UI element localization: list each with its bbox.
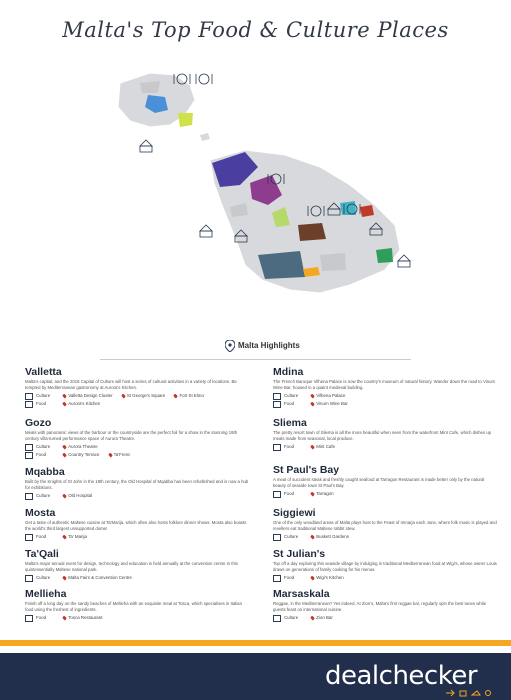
tag-place: Mint Cafe (316, 444, 336, 450)
tag-category: Food (284, 401, 295, 407)
white-stripe (0, 646, 511, 653)
pin-icon (62, 576, 67, 581)
tag-category: Food (36, 452, 47, 458)
tag-place: Aurora Theatre (68, 444, 98, 450)
culture-icon (140, 140, 152, 152)
entry-title: Gozo (25, 417, 52, 429)
tag-row (273, 614, 498, 622)
entry-description: Malta's capital, and the 2018 Capital of Culture will host a series of cultural activities in a variety of locations. Be tempted by Mediterranean gastronomy at Aurora's Kitchen. (25, 379, 237, 390)
entry-title: Ta'Qali (25, 548, 59, 560)
food-icon (25, 534, 33, 541)
entry-title: Mellieha (25, 588, 67, 600)
entry-mqabba (25, 466, 250, 500)
tag-row (273, 400, 498, 408)
food-icon (25, 401, 33, 408)
tag-place: Vilhena Palace (316, 393, 346, 399)
entry-description: The French Baroque Vilhena Palace is now the country's museum of natural history. Wander down the road to Vinum Wine Bar, housed in a quaint medieval building. (273, 379, 496, 390)
entry-description: Meals with panoramic views of the harbour or the countryside are the perfect foil for a show in the stunning 19th century villa-turned performance space of Aurora Theatre. (25, 430, 238, 441)
tag-category: Food (36, 534, 47, 540)
entry-title: Mosta (25, 507, 56, 519)
food-icon (273, 444, 281, 451)
pin-icon (62, 402, 67, 407)
tag-place: Wigi's Kitchen (316, 575, 344, 581)
tag-row (273, 490, 498, 498)
entry-description: Top off a day exploring this seaside village by indulging in traditional Mediterranean food at Wigi's, whose owner Louis draws on generations of family cooking for his menus. (273, 561, 497, 572)
entry-title: Siggiewi (273, 507, 316, 519)
entry-mdina (273, 366, 498, 408)
tag-row (25, 392, 250, 400)
pin-icon (62, 494, 67, 499)
entry-valletta (25, 366, 250, 408)
food-icon (25, 452, 33, 459)
culture-icon (25, 444, 33, 451)
tag-row (25, 451, 250, 459)
tag-place: Ta'Frenc (113, 452, 131, 458)
culture-icon (200, 225, 212, 237)
entry-marsaskala (273, 588, 498, 622)
tag-place: Zion Bar (316, 615, 333, 621)
tag-place: Fort St Elmo (179, 393, 204, 399)
culture-icon (273, 534, 281, 541)
entry-mellieha (25, 588, 250, 622)
highlights-header (0, 338, 511, 358)
pin-icon (310, 394, 315, 399)
tag-place: Valletta Design Cluster (68, 393, 113, 399)
entry-title: Mdina (273, 366, 304, 378)
tag-category: Culture (36, 444, 51, 450)
divider (100, 359, 411, 360)
pin-icon (310, 616, 315, 621)
brand-logo[interactable]: dealchecker (325, 661, 478, 691)
tag-row (25, 574, 250, 582)
food-icon (25, 615, 33, 622)
tag-row (273, 574, 498, 582)
entry-st-julians (273, 548, 498, 582)
entry-description: The pretty resort town of Sliema is all the more beautiful when seen from the waterfront Mint Cafe, which dishes up meals made from seasonal, local produce. (273, 430, 492, 441)
tag-row (25, 443, 250, 451)
pin-icon (62, 453, 67, 458)
tag-row (25, 400, 250, 408)
entry-title: Sliema (273, 417, 307, 429)
tag-category: Culture (284, 615, 299, 621)
culture-icon (25, 393, 33, 400)
pin-icon (62, 445, 67, 450)
culture-icon (273, 615, 281, 622)
food-icon (273, 491, 281, 498)
travel-icons (444, 689, 494, 697)
tag-row (273, 443, 498, 451)
tag-category: Food (36, 401, 47, 407)
culture-icon (398, 255, 410, 267)
entry-title: Mqabba (25, 466, 65, 478)
gozo-island (118, 73, 195, 127)
entry-description: Get a taste of authentic Maltese cuisine at Ta'Marija, which often also hosts folklore dinner shows. Mosta also boasts the world's third largest unsupported dome! (25, 520, 247, 531)
pin-icon (121, 394, 126, 399)
pin-icon (62, 394, 67, 399)
tag-category: Culture (36, 493, 51, 499)
pin-icon (310, 402, 315, 407)
pin-icon (62, 535, 67, 540)
tag-row (25, 533, 250, 541)
entry-title: St Julian's (273, 548, 326, 560)
tag-place: Tarragon (316, 491, 334, 497)
tag-category: Culture (284, 393, 299, 399)
tag-place: Ta' Marija (68, 534, 87, 540)
pin-icon (310, 445, 315, 450)
culture-icon (25, 575, 33, 582)
tag-row (273, 392, 498, 400)
page-title: Malta's Top Food & Culture Places (62, 18, 449, 42)
tag-place: Country Terrace (68, 452, 100, 458)
food-icon (273, 575, 281, 582)
entry-mosta (25, 507, 250, 541)
malta-map (0, 55, 511, 325)
entry-description: Finish off a long day on the sandy beaches of Mellieha with an exquisite meal at Tosca, which specialises in Italian food using the freshest of ingredients. (25, 601, 242, 612)
highlights-label: Malta Highlights (238, 341, 300, 350)
footer-banner (0, 653, 511, 700)
pin-icon (62, 616, 67, 621)
tag-category: Food (36, 615, 47, 621)
map-pin-icon (225, 340, 235, 352)
entry-description: A meal of succulent steak and freshly caught seafood at Tarragon Restaurant is made better only by the natural beauty of seaside town St Paul's Bay. (273, 477, 485, 488)
culture-icon (273, 393, 281, 400)
entry-siggiewi (273, 507, 498, 541)
entry-gozo (25, 417, 250, 459)
tag-place: St George's Square (126, 393, 166, 399)
entry-title: Marsaskala (273, 588, 330, 600)
comino-island (200, 133, 210, 141)
entry-sliema (273, 417, 498, 451)
culture-icon (25, 493, 33, 500)
entry-description: Malta's major annual event for design, technology and education is held annually at the convention centre in this quintessentially Maltese national park. (25, 561, 238, 572)
entry-title: St Paul's Bay (273, 464, 340, 476)
tag-category: Culture (36, 393, 51, 399)
malta-island (210, 150, 400, 293)
entry-description: Reggae, in the Mediterranean? Yes indeed. At Zion's, Malta's first reggae bar, regularly spin the best tunes while guests feast on international cuisine. (273, 601, 487, 612)
entry-description: Built by the Knights of St John in the 18th century, the Old Hospital of Mqabba has been refurbished and is now a hub for exhibitions. (25, 479, 249, 490)
tag-place: Old Hospital (68, 493, 93, 499)
tag-row (273, 533, 498, 541)
pin-icon (108, 453, 113, 458)
entry-taqali (25, 548, 250, 582)
tag-place: Aurora's Kitchen (68, 401, 101, 407)
tag-row (25, 614, 250, 622)
pin-icon (174, 394, 179, 399)
tag-place: Buskett Gardens (316, 534, 349, 540)
tag-place: Vinum Wine Bar (316, 401, 348, 407)
pin-icon (310, 576, 315, 581)
tag-place: Malta Fairs & Convention Centre (68, 575, 132, 581)
tag-place: Tosca Restaurant (68, 615, 103, 621)
tag-category: Food (284, 575, 295, 581)
tag-category: Food (284, 491, 295, 497)
pin-icon (310, 492, 315, 497)
entry-description: One of the only woodland areas of Malta plays host to the Feast of Imnarja each June, where folk music is played and revellers eat traditional Maltese rabbit stew. (273, 520, 497, 531)
entry-title: Valletta (25, 366, 62, 378)
tag-category: Culture (36, 575, 51, 581)
tag-category: Culture (284, 534, 299, 540)
food-icon (273, 401, 281, 408)
tag-category: Food (284, 444, 295, 450)
food-icon (196, 74, 212, 84)
tag-row (25, 492, 250, 500)
entry-st-pauls-bay (273, 464, 498, 498)
pin-icon (310, 535, 315, 540)
